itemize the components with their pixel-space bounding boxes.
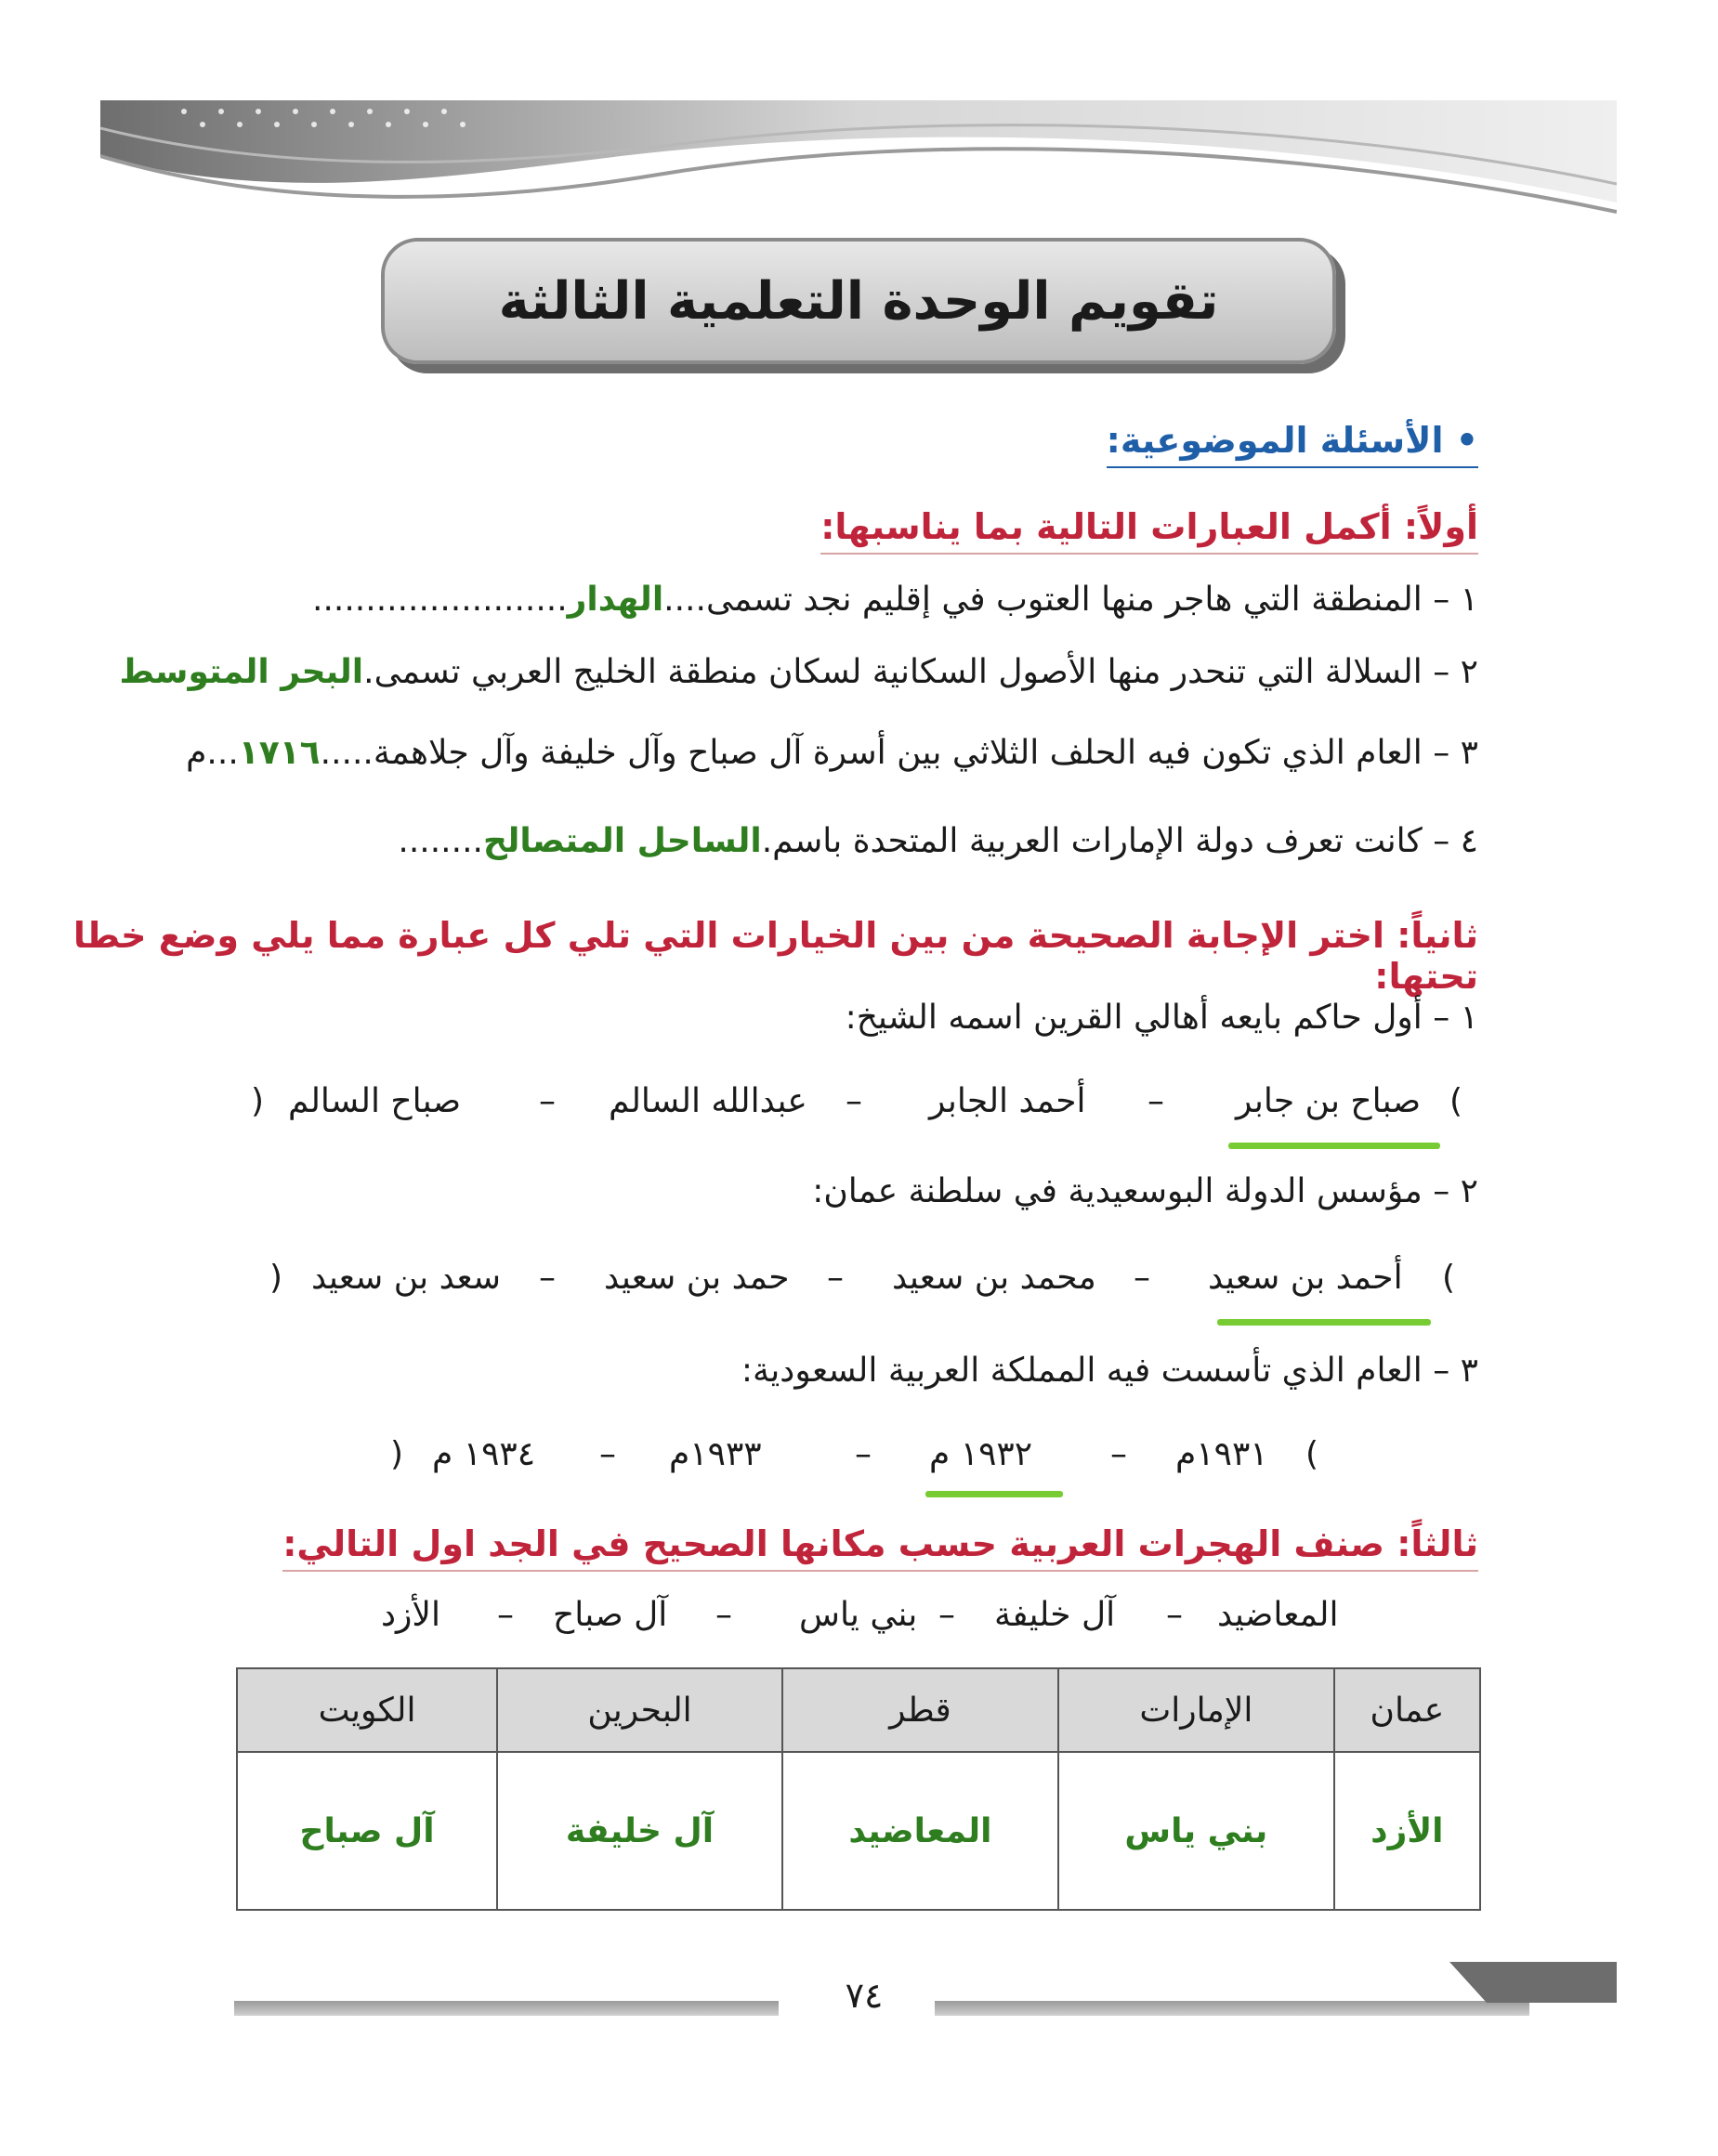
word-bank-item: بني ياس [799, 1596, 918, 1634]
footer-bar-right [935, 2001, 1529, 2016]
column-header: البحرين [497, 1668, 782, 1752]
word-bank-item: آل صباح [553, 1596, 668, 1634]
answer-underline-2 [1217, 1319, 1431, 1326]
footer-bar-left [234, 2001, 779, 2016]
word-bank-item: المعاضيد [1217, 1596, 1339, 1634]
table-cell-answer[interactable]: الأزد [1334, 1752, 1480, 1910]
option-2-4[interactable]: سعد بن سعيد [311, 1259, 502, 1297]
fill-answer-4: الساحل المتصالح [482, 822, 762, 860]
fill-item-4: ٤ – كانت تعرف دولة الإمارات العربية المتحدة باسم.الساحل المتصالح........ [398, 822, 1478, 860]
option-3-4[interactable]: ١٩٣٤ م [432, 1435, 536, 1473]
answer-underline-3 [925, 1491, 1063, 1497]
answer-underline-1 [1228, 1143, 1440, 1149]
option-2-2[interactable]: محمد بن سعيد [892, 1259, 1096, 1297]
column-header: الإمارات [1058, 1668, 1334, 1752]
fill-answer-2: البحر المتوسط [119, 653, 364, 691]
page-number: ٧٤ [845, 1975, 884, 2016]
section1-heading: أولاً: أكمل العبارات التالية بما يناسبها: [820, 506, 1478, 547]
choice-question-3: ٣ – العام الذي تأسست فيه المملكة العربية السعودية: [741, 1352, 1478, 1390]
option-1-2[interactable]: أحمد الجابر [929, 1082, 1086, 1120]
page-title: تقويم الوحدة التعلمية الثالثة [498, 270, 1219, 332]
choice-question-2: ٢ – مؤسس الدولة البوسعيدية في سلطنة عمان: [812, 1172, 1478, 1210]
objective-questions-heading: • الأسئلة الموضوعية: [1107, 420, 1478, 461]
fill-item-1: ١ – المنطقة التي هاجر منها العتوب في إقليم نجد تسمى....الهدار........................ [312, 581, 1478, 619]
choice-question-1: ١ – أول حاكم بايعه أهالي القرين اسمه الشيخ: [845, 999, 1478, 1037]
option-2-1[interactable]: أحمد بن سعيد [1208, 1259, 1403, 1297]
choice-options-2: ( أحمد بن سعيد – محمد بن سعيد – حمد بن سعيد – سعد بن سعيد ) [269, 1259, 1456, 1297]
option-2-3[interactable]: حمد بن سعيد [604, 1259, 790, 1297]
fill-item-3: ٣ – العام الذي تكون فيه الحلف الثلاثي بين أسرة آل صباح وآل خليفة وآل جلاهمة.....١٧١٦...م [186, 734, 1478, 772]
option-3-2[interactable]: ١٩٣٢ م [929, 1435, 1033, 1473]
fill-answer-1: الهدار [567, 581, 664, 619]
fill-answer-3: ١٧١٦ [238, 734, 321, 772]
option-3-3[interactable]: ١٩٣٣م [669, 1435, 762, 1473]
word-bank: المعاضيد – آل خليفة – بني ياس – آل صباح – الأزد [381, 1596, 1339, 1634]
section2-heading: ثانياً: اختر الإجابة الصحيحة من بين الخيارات التي تلي كل عبارة مما يلي وضع خطا تحتها: [72, 915, 1478, 997]
option-3-1[interactable]: ١٩٣١م [1175, 1435, 1268, 1473]
word-bank-item: الأزد [381, 1596, 440, 1634]
table-cell-answer[interactable]: آل خليفة [497, 1752, 782, 1910]
choice-options-3: ( ١٩٣١م – ١٩٣٢ م – ١٩٣٣م – ١٩٣٤ م ) [390, 1435, 1319, 1473]
unit-title-box [381, 238, 1336, 364]
classification-table [236, 1667, 1481, 1911]
column-header: الكويت [237, 1668, 497, 1752]
fill-item-2: ٢ – السلالة التي تنحدر منها الأصول السكانية لسكان منطقة الخليج العربي تسمى.البحر المتوسط [119, 653, 1478, 691]
header-wave-banner [100, 100, 1617, 240]
footer-corner-tab [1449, 1962, 1617, 2003]
word-bank-item: آل خليفة [994, 1596, 1116, 1634]
table-cell-answer[interactable]: آل صباح [237, 1752, 497, 1910]
table-cell-answer[interactable]: المعاضيد [782, 1752, 1058, 1910]
option-1-4[interactable]: صباح السالم [288, 1082, 462, 1120]
choice-options-1: ( صباح بن جابر – أحمد الجابر – عبدالله السالم – صباح السالم ) [251, 1082, 1463, 1120]
column-header: عمان [1334, 1668, 1480, 1752]
option-1-3[interactable]: عبدالله السالم [609, 1082, 807, 1120]
table-cell-answer[interactable]: بني ياس [1058, 1752, 1334, 1910]
section3-heading: ثالثاً: صنف الهجرات العربية حسب مكانها الصحيح في الجد اول التالي: [282, 1523, 1478, 1564]
option-1-1[interactable]: صباح بن جابر [1236, 1082, 1422, 1120]
column-header: قطر [782, 1668, 1058, 1752]
